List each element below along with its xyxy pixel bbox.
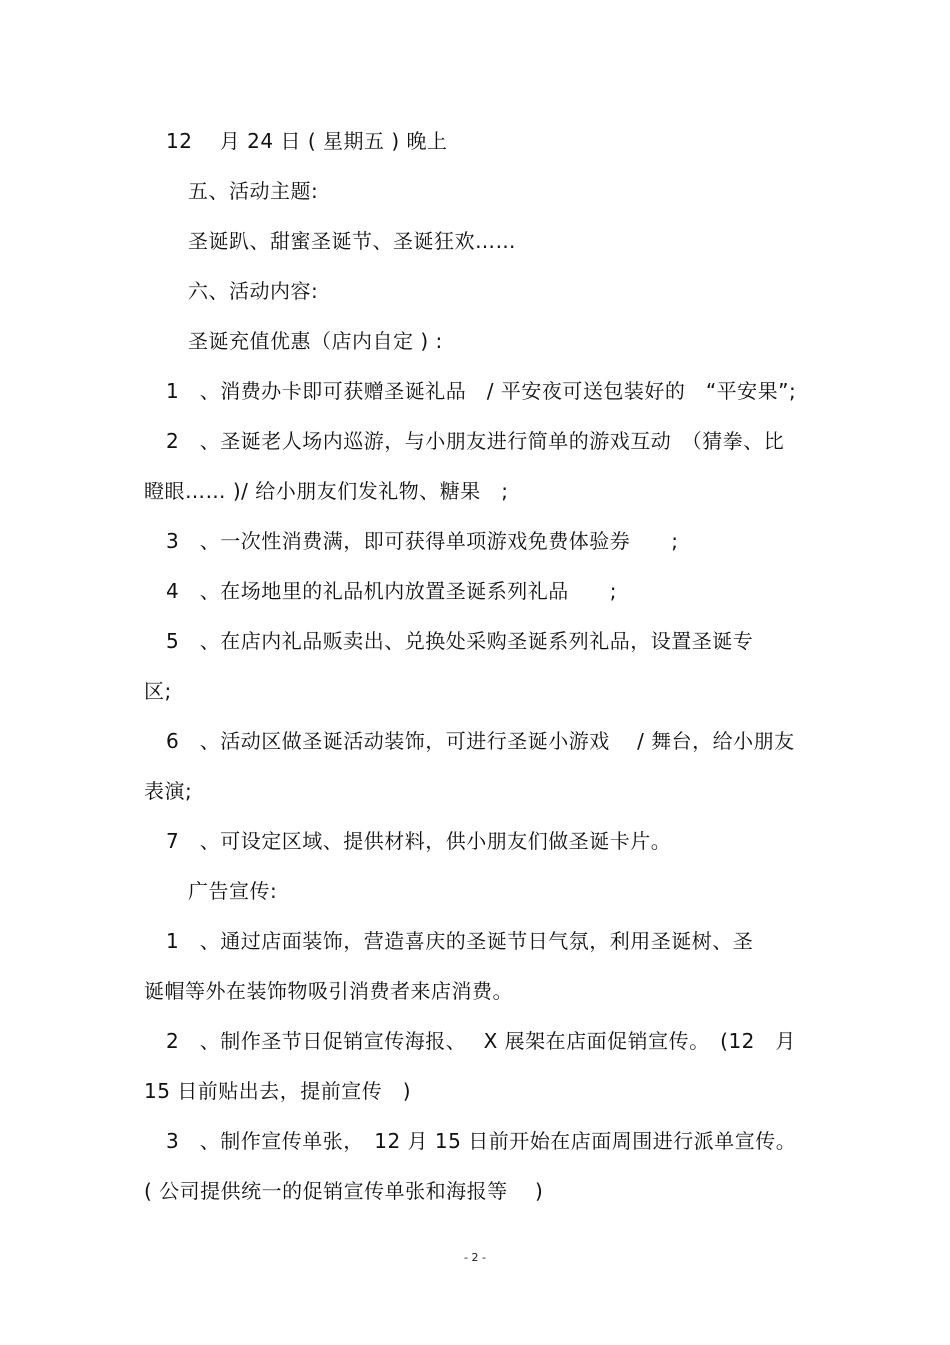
list-item-3: 3 、一次性消费满，即可获得单项游戏免费体验券 ; [166, 529, 679, 553]
list-item-6-continued: 表演; [144, 779, 193, 803]
list-item-6: 6 、活动区做圣诞活动装饰，可进行圣诞小游戏 / 舞台，给小朋友 [166, 729, 795, 753]
ad-item-3: 3 、制作宣传单张， 12 月 15 日前开始在店面周围进行派单宣传。 [166, 1129, 797, 1153]
activity-theme-text: 圣诞趴、甜蜜圣诞节、圣诞狂欢…… [188, 229, 516, 253]
list-item-4: 4 、在场地里的礼品机内放置圣诞系列礼品 ; [166, 579, 617, 603]
section-heading-activity-theme: 五、活动主题: [188, 179, 319, 203]
list-item-2-continued: 瞪眼…… )/ 给小朋友们发礼物、糖果 ; [144, 479, 509, 503]
section-heading-activity-content: 六、活动内容: [188, 279, 319, 303]
ad-item-2: 2 、制作圣节日促销宣传海报、 X 展架在店面促销宣传。 (12 月 [166, 1029, 796, 1053]
list-item-5-continued: 区; [144, 679, 172, 703]
list-item-7: 7 、可设定区域、提供材料，供小朋友们做圣诞卡片。 [166, 829, 672, 853]
date-line: 12 月 24 日 ( 星期五 ) 晚上 [166, 129, 448, 153]
list-item-1: 1 、消费办卡即可获赠圣诞礼品 / 平安夜可送包装好的 “平安果”; [166, 379, 797, 403]
subheading-advertising: 广告宣传: [188, 879, 278, 903]
ad-item-1: 1 、通过店面装饰，营造喜庆的圣诞节日气氛，利用圣诞树、圣 [166, 929, 754, 953]
ad-item-1-continued: 诞帽等外在装饰物吸引消费者来店消费。 [144, 979, 513, 1003]
ad-item-2-continued: 15 日前贴出去，提前宣传 ) [144, 1079, 412, 1103]
list-item-5: 5 、在店内礼品贩卖出、兑换处采购圣诞系列礼品，设置圣诞专 [166, 629, 754, 653]
page-number: - 2 - [464, 1251, 486, 1264]
ad-item-3-continued: ( 公司提供统一的促销宣传单张和海报等 ) [144, 1179, 544, 1203]
list-item-2: 2 、圣诞老人场内巡游，与小朋友进行简单的游戏互动 （猜拳、比 [166, 429, 785, 453]
subheading-recharge-offer: 圣诞充值优惠（店内自定 ) : [188, 329, 443, 353]
